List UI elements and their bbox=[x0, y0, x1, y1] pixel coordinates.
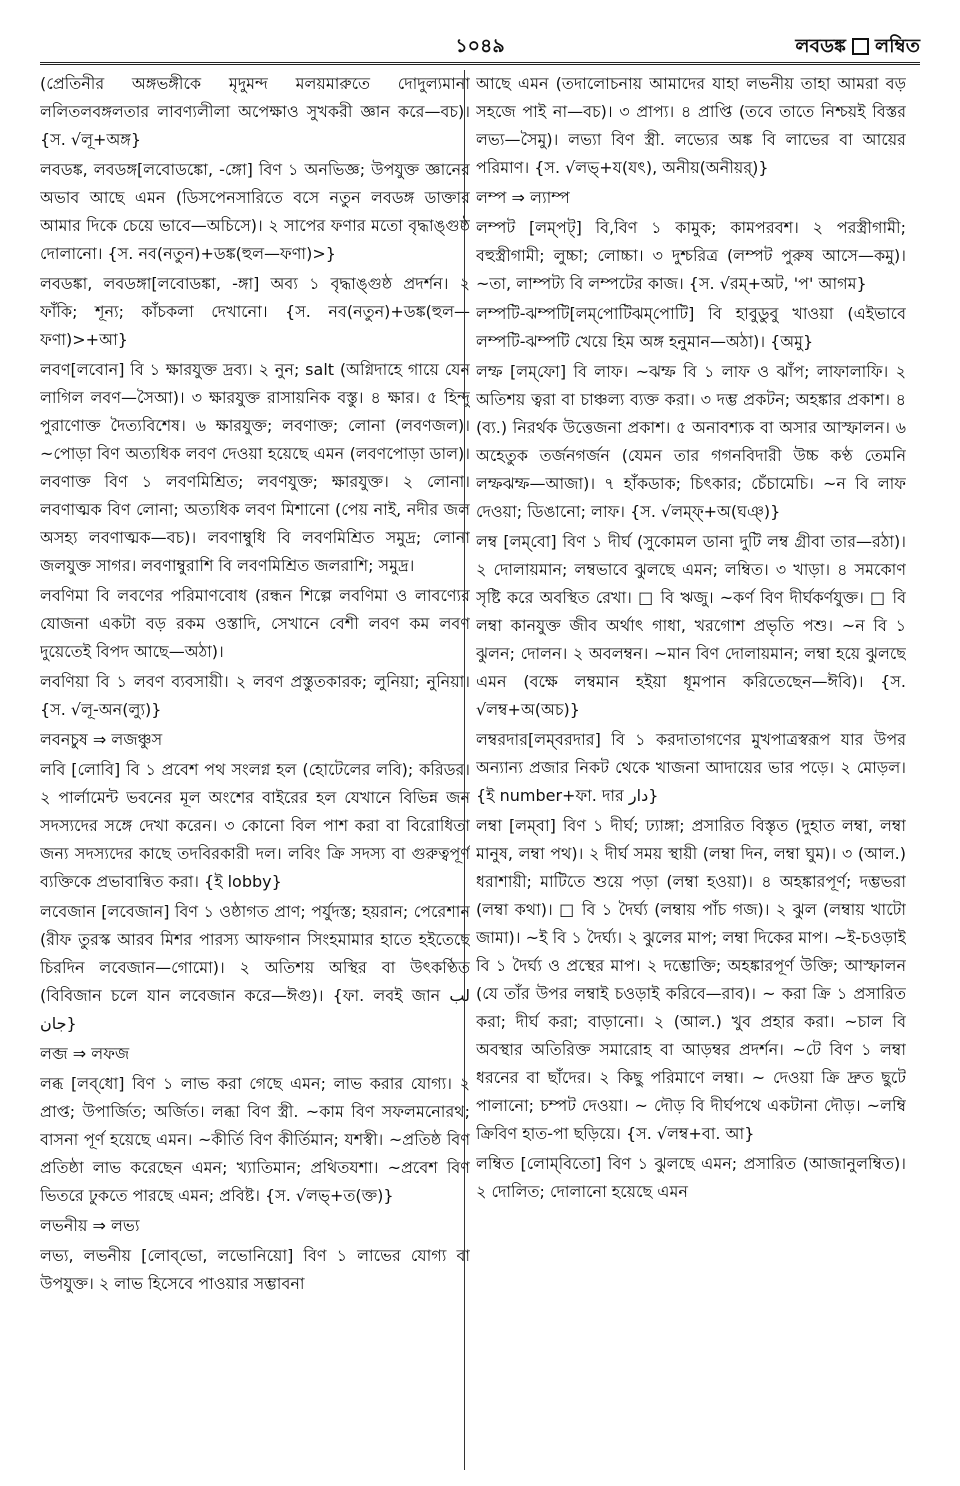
entry-labadanka: লবডঙ্ক, লবডঙ্গ[লবোডঙ্কো, -ঙ্গো] বিণ ১ অনভিজ্ঞ; উপযুক্ত জ্ঞানের অভাব আছে এমন (ডিসপেনসারিতে বসে নতুন লবডঙ্গ ডাক্তার আমার দিকে চেয়ে ভাবে—অচিসে)। ২ সাপের ফণার মতো বৃদ্ধাঙ্গুষ্ঠ দোলানো। {স. নব(নতুন)+ডঙ্ক(হুল—ফণা)>} bbox=[40, 160, 470, 263]
entry-lobi: লবি [লোবি] বি ১ প্রবেশ পথ সংলগ্ন হল (হোটেলের লবি); করিডর। ২ পার্লামেন্ট ভবনের মূল অংশের বাইরের হল যেখানে বিভিন্ন জন সদস্যদের সঙ্গে দেখা করেন। ৩ কোনো বিল পাশ করা বা বিরোধিতা জন্য সদস্যদের কাছে তদবিরকারী দল। লবিং ক্রি সদস্য বা গুরুত্বপূর্ণ ব্যক্তিকে প্রভাবান্বিত করা। {ই lobby} bbox=[40, 760, 470, 891]
entry-labhya: লভ্য, লভনীয় [লোব্‌ভো, লভোনিয়ো] বিণ ১ লাভের যোগ্য বা উপযুক্ত। ২ লাভ হিসেবে পাওয়ার সম্ভাবনা bbox=[40, 1246, 470, 1293]
entry-labon: লবণ[লবোন] বি ১ ক্ষারযুক্ত দ্রব্য। ২ নুন; salt (অগ্নিদাহে গায়ে যেন লাগিল লবণ—সৈআ)। ৩ ক্ষারযুক্ত রাসায়নিক বস্তু। ৪ ক্ষার। ৫ হিন্দু পুরাণোক্ত দৈত্যবিশেষ। ৬ ক্ষারযুক্ত; লবণাক্ত; লোনা (লবণজল)। ~পোড়া বিণ অত্যধিক লবণ দেওয়া হয়েছে এমন (লবণপোড়া ডাল)। লবণাক্ত বিণ ১ লবণমিশ্রিত; লবণযুক্ত; ক্ষারযুক্ত। ২ লোনা। লবণাত্মক বিণ লোনা; অত্যধিক লবণ মিশানো (পেয় নাই, নদীর জল অসহ্য লবণাত্মক—বচ)। লবণাম্বুধি বি লবণমিশ্রিত সমুদ্র; লোনা জলযুক্ত সাগর। লবণাম্বুরাশি বি লবণমিশ্রিত জলরাশি; সমুদ্র। bbox=[40, 360, 470, 575]
entry-lamph: লম্ফ [লম্‌ফো] বি লাফ। ~ঝম্ফ বি ১ লাফ ও ঝাঁপ; লাফালাফি। ২ অতিশয় ত্বরা বা চাঞ্চল্য ব্যক্ত করা। ৩ দম্ভ প্রকটন; অহঙ্কার প্রকাশ। ৪ (ব্য.) নিরর্থক উত্তেজনা প্রকাশ। ৫ অনাবশ্যক বা অসার আস্ফালন। ৬ অহেতুক তর্জনগর্জন (যেমন তার গগনবিদারী উচ্চ কণ্ঠ তেমনি লম্ফঝম্ফ—আজা)। ৭ হাঁকডাক; চিৎকার; চেঁচামেচি। ~ন বি লাফ দেওয়া; ডিঙানো; লাফ। {স. √লম্ফ্+অ(ঘঞ্)} bbox=[476, 362, 906, 521]
entry-labonima: লবণিমা বি লবণের পরিমাণবোধ (রন্ধন শিল্পে লবণিমা ও লাবণ্যের যোজনা একটা বড় রকম ওস্তাদি, সেখানে বেশী লবণ কম লবণ দুয়েতেই বিপদ আছে—অঠা)। bbox=[40, 586, 470, 661]
entry-lambita: লম্বিত [লোম্‌বিতো] বিণ ১ ঝুলছে এমন; প্রসারিত (আজানুলম্বিত)। ২ দোলিত; দোলানো হয়েছে এমন bbox=[476, 1154, 906, 1201]
page-header bbox=[40, 30, 920, 66]
entry-continuation: (প্রেতিনীর অঙ্গভঙ্গীকে মৃদুমন্দ মলয়মারুতে দোদুল্যমানা ললিতলবঙ্গলতার লাবণ্যলীলা অপেক্ষাও সুখকরী জ্ঞান করে—বচ)। {স. √লূ+অঙ্গ} bbox=[40, 74, 470, 149]
running-head-last: লম্বিত bbox=[874, 35, 920, 57]
right-column bbox=[476, 70, 906, 1470]
square-icon bbox=[852, 38, 869, 55]
entry-labadanka-a: লবডঙ্কা, লবডঙ্গা[লবোডঙ্কা, -ঙ্গা] অব্য ১ বৃদ্ধাঙ্গুষ্ঠ প্রদর্শন। ২ ফাঁকি; শূন্য; কাঁচকলা দেখানো। {স. নব(নতুন)+ডঙ্ক(হুল—ফণা)>+আ} bbox=[40, 274, 470, 349]
entry-labanchush: লবনচুষ ⇒ লজঞ্চুস bbox=[40, 730, 163, 749]
entry-lampat: লম্পট [লম্‌পট্] বি,বিণ ১ কামুক; কামপরবশ। ২ পরস্ত্রীগামী; বহুস্ত্রীগামী; লুচ্চা; লোচ্চা। ৩ দুশ্চরিত্র (লম্পট পুরুষ আসে—কমু)। ~তা, লাম্পট্য বি লম্পটের কাজ। {স. √রম্+অট, 'প' আগম} bbox=[476, 218, 906, 293]
entry-labhaniya: লভনীয় ⇒ লভ্য bbox=[40, 1216, 140, 1235]
page-number: ১০৪৯ bbox=[455, 35, 505, 57]
header-rule bbox=[40, 62, 920, 65]
entry-labj: লব্জ ⇒ লফজ bbox=[40, 1044, 130, 1063]
left-column bbox=[40, 70, 470, 1470]
entry-lampati-jhampati: লম্পটি-ঝম্পটি[লম্‌পোটিঝম্‌পোটি] বি হাবুডুবু খাওয়া (এইভাবে লম্পটি-ঝম্পটি খেয়ে হিম অঙ্গ হনুমান—অঠা)। {অমু} bbox=[476, 304, 906, 351]
column-divider bbox=[464, 70, 465, 1470]
entry-lamp: লম্প ⇒ ল্যাম্প bbox=[476, 188, 570, 207]
entry-laboniya: লবণিয়া বি ১ লবণ ব্যবসায়ী। ২ লবণ প্রস্তুতকারক; লুনিয়া; নুনিয়া। {স. √লূ-অন(ল্যু)} bbox=[40, 672, 470, 719]
running-head bbox=[795, 32, 920, 64]
entry-lambardar: লম্বরদার[লম্‌বরদার] বি ১ করদাতাগণের মুখপাত্রস্বরূপ যার উপর অন্যান্য প্রজার নিকট থেকে খাজনা আদায়ের ভার পড়ে। ২ মোড়ল। {ই number+ফা. দার دار} bbox=[476, 730, 906, 805]
entry-continuation: আছে এমন (তদালোচনায় আমাদের যাহা লভনীয় তাহা আমরা বড় সহজে পাই না—বচ)। ৩ প্রাপ্য। ৪ প্রাপ্তি (তবে তাতে নিশ্চয়ই বিস্তর লভ্য—সৈমু)। লভ্যা বিণ স্ত্রী. লভ্যের অঙ্ক বি লাভের বা আয়ের পরিমাণ। {স. √লভ্+য(যৎ), অনীয়(অনীয়র্)} bbox=[476, 74, 906, 177]
entry-labejan: লবেজান [লবেজান] বিণ ১ ওষ্ঠাগত প্রাণ; পর্যুদস্ত; হয়রান; পেরেশান (রীফ তুরস্ক আরব মিশর পারস্য আফগান সিংহমামার হাতে হইতেছে চিরদিন লবেজান—গোমো)। ২ অতিশয় অস্থির বা উৎকণ্ঠিত (বিবিজান চলে যান লবেজান করে—ঈগু)। {ফা. লবই জান لب جان} bbox=[40, 902, 470, 1033]
entry-lamba: লম্বা [লম্‌বা] বিণ ১ দীর্ঘ; ঢ্যাঙ্গা; প্রসারিত বিস্তৃত (দুহাত লম্বা, লম্বা মানুষ, লম্বা পথ)। ২ দীর্ঘ সময় স্থায়ী (লম্বা দিন, লম্বা ঘুম)। ৩ (আল.) ধরাশায়ী; মাটিতে শুয়ে পড়া (লম্বা হওয়া)। ৪ অহঙ্কারপূর্ণ; দম্ভভরা (লম্বা কথা)। □ বি ১ দৈর্ঘ্য (লম্বায় পাঁচ গজ)। ২ ঝুল (লম্বায় খাটো জামা)। ~ই বি ১ দৈর্ঘ্য। ২ ঝুলের মাপ; লম্বা দিকের মাপ। ~ই-চওড়াই বি ১ দৈর্ঘ্য ও প্রস্থের মাপ। ২ দম্ভোক্তি; অহঙ্কারপূর্ণ উক্তি; আস্ফালন (যে তাঁর উপর লম্বাই চওড়াই করিবে—রাব)। ~ করা ক্রি ১ প্রসারিত করা; দীর্ঘ করা; বাড়ানো। ২ (আল.) খুব প্রহার করা। ~চাল বি অবস্থার অতিরিক্ত সমারোহ বা আড়ম্বর প্রদর্শন। ~টে বিণ ১ লম্বা ধরনের বা ছাঁদের। ২ কিছু পরিমাণে লম্বা। ~ দেওয়া ক্রি দ্রুত ছুটে পালানো; চম্পট দেওয়া। ~ দৌড় বি দীর্ঘপথে একটানা দৌড়। ~লম্বি ক্রিবিণ হাত-পা ছড়িয়ে। {স. √লম্ব+বা. আ} bbox=[476, 816, 906, 1143]
entry-labdha: লব্ধ [লব্‌ধো] বিণ ১ লাভ করা গেছে এমন; লাভ করার যোগ্য। ২ প্রাপ্ত; উপার্জিত; অর্জিত। লব্ধা বিণ স্ত্রী. ~কাম বিণ সফলমনোরথ; বাসনা পূর্ণ হয়েছে এমন। ~কীর্তি বিণ কীর্তিমান; যশস্বী। ~প্রতিষ্ঠ বিণ প্রতিষ্ঠা লাভ করেছেন এমন; খ্যাতিমান; প্রথিতযশা। ~প্রবেশ বিণ ভিতরে ঢুকতে পারছে এমন; প্রবিষ্ট। {স. √লভ্+ত(ক্ত)} bbox=[40, 1074, 470, 1205]
running-head-first: লবডঙ্ক bbox=[795, 35, 846, 57]
entry-lamb: লম্ব [লম্‌বো] বিণ ১ দীর্ঘ (সুকোমল ডানা দুটি লম্ব গ্রীবা তার—রঠা)। ২ দোলায়মান; লম্বভাবে ঝুলছে এমন; লম্বিত। ৩ খাড়া। ৪ সমকোণ সৃষ্টি করে অবস্থিত রেখা। □ বি ঋজু। ~কর্ণ বিণ দীর্ঘকর্ণযুক্ত। □ বি লম্বা কানযুক্ত জীব অর্থাৎ গাধা, খরগোশ প্রভৃতি পশু। ~ন বি ১ ঝুলন; দোলন। ২ অবলম্বন। ~মান বিণ দোলায়মান; লম্বা হয়ে ঝুলছে এমন (বক্ষে লম্বমান হইয়া ধূমপান করিতেছেন—ঈবি)। {স. √লম্ব+অ(অচ)} bbox=[476, 532, 906, 719]
